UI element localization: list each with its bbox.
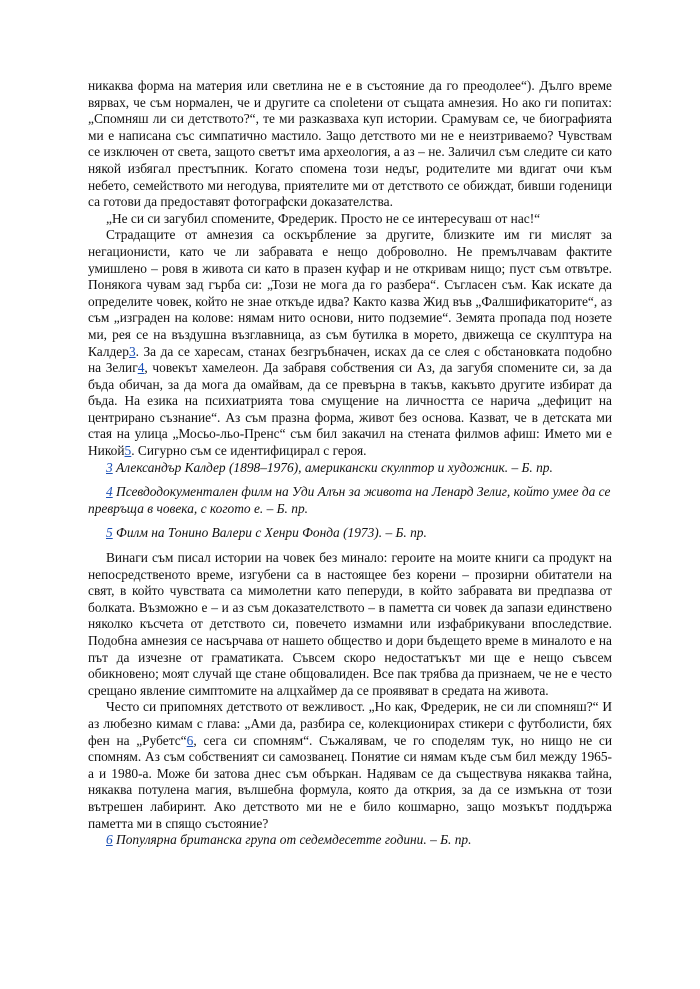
- paragraph-text: . За да се харесам, станах безгръбначен, исках да се слея с обстановката подобно на Зелиг: [88, 343, 612, 376]
- footnote-text: Александър Калдер (1898–1976), американски скулптор и художник. – Б. пр.: [112, 459, 553, 475]
- paragraph-stories: Винаги съм писал истории на човек без минало: героите на моите книги са продукт на непосредственото време, изгубени са в настоящее без корени – прозирни обитатели на свят, в който чувствата са мимолетни като пеперуди, в който забравата ви предпазва от болката. Възможно е – и аз съм доказателството – в паметта си човек да запази единствено няколко късчета от детството си, повечето измамни или изфабрикувани впоследствие. Подобна амнезия се насърчава от нашето общество и дори бъдещето време в миналото е на път да изчезне от граматиката. Съвсем скоро недостатъкът ми ще е нещо съвсем обикновено; моят случай ще стане общовалиден. Все пак трябва да признаем, че не е често срещано явление симптомите на алцхаймер да се проявяват в средата на живота.: [88, 550, 612, 698]
- footnote-4: [88, 484, 612, 517]
- footnote-link-6[interactable]: 6: [186, 732, 194, 748]
- footnote-text: Популярна британска група от седемдесетте години. – Б. пр.: [112, 832, 472, 848]
- paragraph-text: , човекът хамелеон. Да забравя собствения си Аз, да загубя спомените си, за да бъда обичан, за да мога да омайвам, да се превърна в такъв, какъвто другите избират да бъда. На езика на психиатрията това смущение на личността се нарича „дефицит на центрирано съзнание“. Аз съм празна форма, живот без основа. Казват, че в детската ми стая на улица „Мосьо-льо-Пренс“ съм бил закачил на стената филмов афиш: Името ми е Никой: [88, 360, 612, 459]
- footnote-link-3[interactable]: 3: [128, 343, 136, 359]
- footnote-text: Филм на Тонино Валери с Хенри Фонда (1973). – Б. пр.: [112, 525, 427, 541]
- paragraph-continuation: никаква форма на материя или светлина не е в състояние да го преодолее“). Дълго време вярвах, че съм нормален, че и другите са споletени от същата амнезия. Но ако ги попитах: „Спомняш ли си детството?“, те ми разказваха куп истории. Срамувам се, че биографията ми е написана със симпатично мастило. Защо детството ми не е неизтриваемо? Чувствам се изключен от света, защото светът има археология, а аз – не. Заличил съм следите си като някой избягал престъпник. Когато спомена този недъг, родителите ми вдигат очи към небето, семейството ми негодува, приятелите ми от детството се обиждат, бивши годеници са готови да предоставят фотографски доказателства.: [88, 78, 612, 210]
- footnote-number[interactable]: 4: [106, 484, 113, 500]
- paragraph-text: Страдащите от амнезия са оскърбление за другите, близките им ги мислят за негационисти, като че ли забравата е нещо доброволно. Не премълчавам фактите умишлено – ровя в живота си като в празен куфар и не откривам нищо; пуст съм отвътре. Понякога чувам зад гърба си: „Този не мога да го разбера“. Съгласен съм. Как искате да определите човек, който не знае откъде идва? Както казва Жид във „Фалшификаторите“, аз съм „изграден на колове: нямам нито основи, нито подземие“. Земята пропада под нозете ми, рея се на въздушна възглавница, аз съм бутилка в морето, движеща се скулптура на Калдер: [88, 227, 612, 359]
- paragraph-quote: „Не си си загубил спомените, Фредерик. Просто не се интересуваш от нас!“: [106, 210, 541, 226]
- footnote-text: Псевдодокументален филм на Уди Алън за живота на Ленард Зелиг, който умее да се превръща в човека, с когото е. – Б. пр.: [88, 484, 611, 516]
- footnote-link-4[interactable]: 4: [137, 360, 145, 376]
- footnote-5: [88, 525, 612, 542]
- paragraph-text: . Сигурно съм се идентифицирал с героя.: [131, 443, 367, 459]
- footnote-3: [88, 460, 612, 477]
- footnote-6: [88, 832, 612, 849]
- footnote-link-5[interactable]: 5: [124, 443, 132, 459]
- paragraph-politeness: [88, 699, 612, 832]
- paragraph-amnesia: [88, 227, 612, 459]
- footnote-number[interactable]: 5: [106, 525, 113, 541]
- footnote-number[interactable]: 3: [106, 459, 113, 475]
- footnote-number[interactable]: 6: [106, 832, 113, 848]
- paragraph-text: Често си припомнях детството от вежливост. „Но как, Фредерик, не си ли спомняш?“ И аз любезно кимам с глава: „Ами да, разбира се, колекционирах стикери с футболисти, бях фен на „Рубетс“: [88, 699, 612, 748]
- document-page: [88, 78, 612, 849]
- paragraph-text: , сега си спомням“. Съжалявам, че го споделям тук, но нищо не си спомням. Аз съм собственият си самозванец. Понятие си нямам къде съм бил между 1965-а и 1980-а. Може би затова днес съм объркан. Надявам се да съществува някаква тайна, някаква потулена магия, вълшебна формула, която да открия, за да се измъкна от този вътрешен лабиринт. Ако детството ми не е било кошмарно, защо мозъкът поддържа паметта ми в спящо състояние?: [88, 732, 612, 831]
